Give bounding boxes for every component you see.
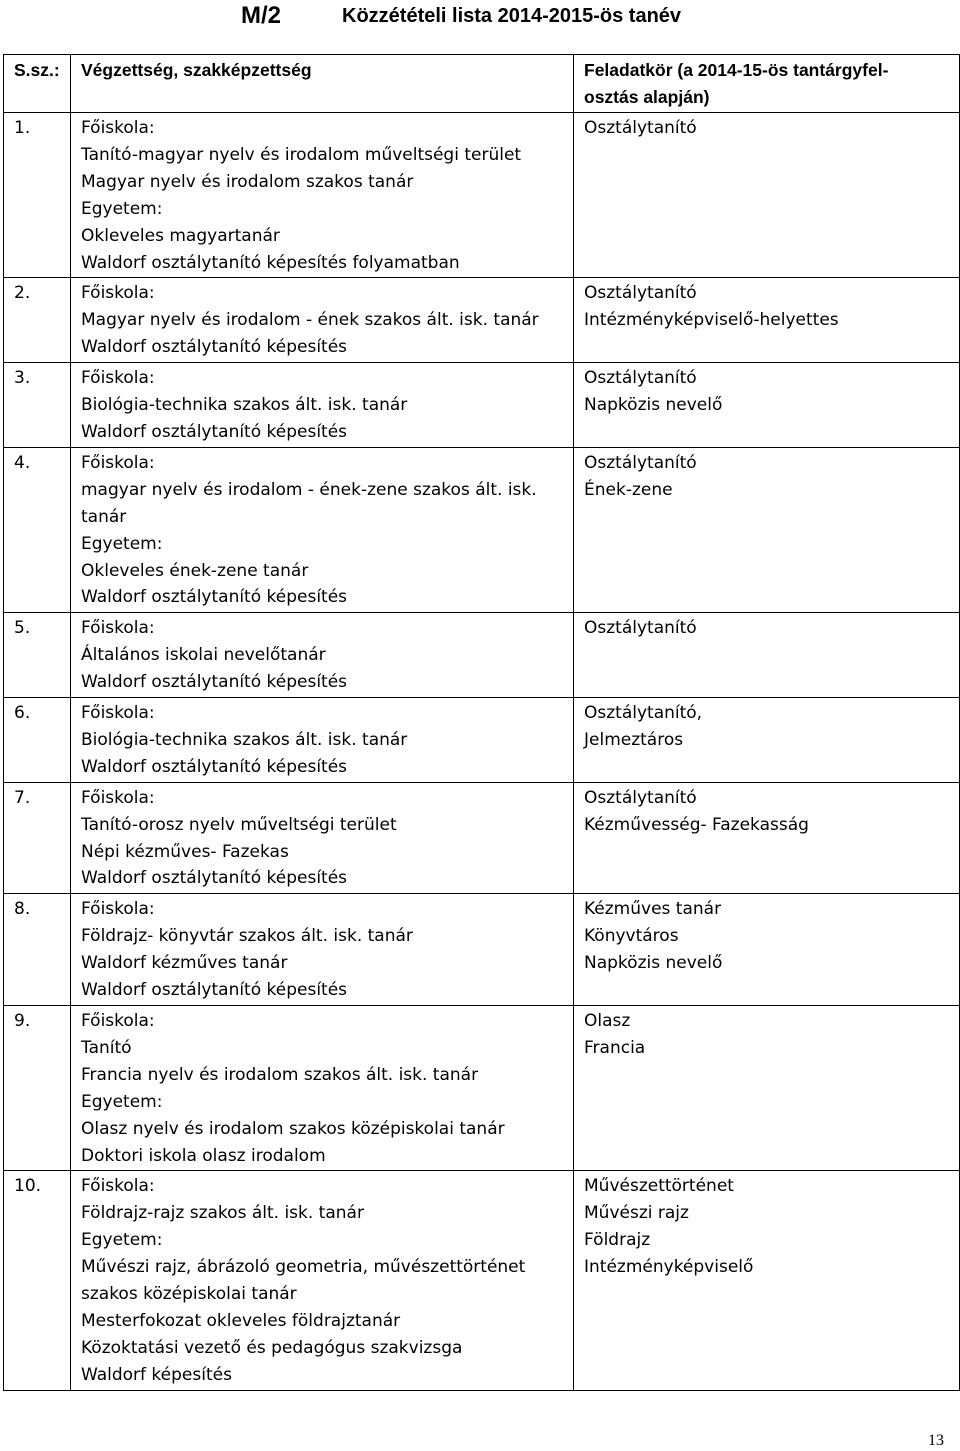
table-row (4, 278, 960, 363)
degree-line: Waldorf osztálytanító képesítés (81, 587, 348, 608)
degree-line: Főiskola: (81, 787, 155, 808)
column-header-role-line: osztás alapján) (584, 87, 710, 107)
degree-line: Francia nyelv és irodalom szakos ált. isk. tanár (81, 1064, 479, 1085)
degree-line: Magyar nyelv és irodalom szakos tanár (81, 171, 414, 192)
table-row (4, 1171, 960, 1390)
degree-line: szakos középiskolai tanár (81, 1284, 297, 1305)
degree-line: Mesterfokozat okleveles földrajztanár (81, 1310, 401, 1331)
role-cell (574, 363, 960, 448)
document-title: Közzétételi lista 2014-2015-ös tanév (342, 5, 682, 27)
table-row (4, 698, 960, 783)
degree-cell (71, 278, 574, 363)
role-line: Jelmeztáros (584, 729, 684, 750)
role-line: Osztálytanító (584, 283, 697, 304)
degree-cell (71, 113, 574, 278)
degree-cell (71, 363, 574, 448)
column-header-degree: Végzettség, szakképzettség (71, 55, 574, 113)
degree-line: Földrajz- könyvtár szakos ált. isk. tanár (81, 926, 413, 947)
degree-line: Tanító-orosz nyelv műveltségi terület (81, 814, 397, 835)
row-number: 4. (4, 447, 71, 612)
table-header-row (4, 55, 960, 113)
role-line: Olasz (584, 1011, 631, 1031)
degree-line: Főiskola: (81, 118, 155, 138)
row-number: 5. (4, 613, 71, 698)
staff-qualification-table (3, 54, 960, 1391)
role-line: Művészi rajz (584, 1203, 689, 1224)
role-line: Ének-zene (584, 479, 673, 500)
table-row (4, 447, 960, 612)
role-cell (574, 782, 960, 894)
degree-line: Egyetem: (81, 1230, 163, 1251)
role-line: Francia (584, 1037, 646, 1058)
row-number: 6. (4, 698, 71, 783)
role-cell (574, 278, 960, 363)
role-line: Napközis nevelő (584, 953, 723, 974)
degree-cell (71, 782, 574, 894)
degree-line: Főiskola: (81, 703, 155, 724)
row-number: 7. (4, 782, 71, 894)
role-line: Osztálytanító (584, 452, 697, 473)
table-row (4, 894, 960, 1006)
role-line: Földrajz (584, 1230, 651, 1251)
degree-line: Waldorf osztálytanító képesítés (81, 756, 348, 777)
degree-line: Egyetem: (81, 533, 163, 554)
table-body (4, 113, 960, 1391)
degree-line: Tanító (81, 1037, 132, 1058)
role-line: Napközis nevelő (584, 395, 723, 416)
degree-line: Waldorf osztálytanító képesítés (81, 337, 348, 358)
degree-cell (71, 447, 574, 612)
degree-line: Közoktatási vezető és pedagógus szakvizsga (81, 1337, 463, 1358)
degree-line: Waldorf osztálytanító képesítés (81, 672, 348, 693)
row-number: 10. (4, 1171, 71, 1390)
degree-cell (71, 1171, 574, 1390)
role-line: Könyvtáros (584, 926, 679, 947)
degree-line: Waldorf kézműves tanár (81, 953, 288, 974)
role-line: Osztálytanító (584, 787, 697, 808)
degree-line: Okleveles magyartanár (81, 225, 280, 246)
table-row (4, 782, 960, 894)
role-line: Osztálytanító (584, 368, 697, 389)
role-cell (574, 113, 960, 278)
degree-line: tanár (81, 506, 127, 527)
degree-line: Főiskola: (81, 618, 155, 639)
role-line: Osztálytanító (584, 618, 697, 639)
role-cell (574, 698, 960, 783)
row-number: 3. (4, 363, 71, 448)
degree-line: Magyar nyelv és irodalom - ének szakos ált. isk. tanár (81, 310, 539, 331)
degree-line: Főiskola: (81, 1011, 155, 1031)
table-row (4, 363, 960, 448)
column-header-number: S.sz.: (4, 55, 71, 113)
row-number: 9. (4, 1006, 71, 1171)
degree-line: Waldorf képesítés (81, 1364, 232, 1385)
degree-line: Általános iskolai nevelőtanár (81, 645, 326, 666)
role-cell (574, 447, 960, 612)
degree-line: Waldorf osztálytanító képesítés (81, 421, 348, 442)
role-line: Művészettörténet (584, 1176, 734, 1197)
table-row (4, 113, 960, 278)
degree-line: Waldorf osztálytanító képesítés (81, 980, 348, 1001)
degree-line: Főiskola: (81, 452, 155, 473)
document-code: M/2 (241, 2, 282, 29)
row-number: 8. (4, 894, 71, 1006)
role-cell (574, 894, 960, 1006)
degree-line: Olasz nyelv és irodalom szakos középiskolai tanár (81, 1118, 505, 1139)
table-row (4, 613, 960, 698)
degree-line: Okleveles ének-zene tanár (81, 560, 309, 581)
role-line: Osztálytanító, (584, 703, 703, 724)
degree-line: Waldorf osztálytanító képesítés folyamatban (81, 252, 460, 273)
degree-line: Doktori iskola olasz irodalom (81, 1145, 326, 1166)
row-number: 2. (4, 278, 71, 363)
column-header-role (574, 55, 960, 113)
role-cell (574, 1171, 960, 1390)
degree-line: Földrajz-rajz szakos ált. isk. tanár (81, 1203, 364, 1224)
degree-cell (71, 698, 574, 783)
table-row (4, 1006, 960, 1171)
degree-line: Biológia-technika szakos ált. isk. tanár (81, 729, 408, 750)
degree-line: Waldorf osztálytanító képesítés (81, 868, 348, 889)
degree-cell (71, 1006, 574, 1171)
degree-line: Főiskola: (81, 1176, 155, 1197)
document-header (0, 0, 960, 36)
role-line: Osztálytanító (584, 118, 697, 138)
degree-line: Népi kézműves- Fazekas (81, 841, 289, 862)
degree-line: Egyetem: (81, 1091, 163, 1112)
page-number: 13 (928, 1432, 944, 1449)
role-cell (574, 1006, 960, 1171)
degree-line: Művészi rajz, ábrázoló geometria, művészettörténet (81, 1257, 526, 1278)
degree-line: Biológia-technika szakos ált. isk. tanár (81, 395, 408, 416)
degree-line: magyar nyelv és irodalom - ének-zene szakos ált. isk. (81, 479, 537, 500)
degree-cell (71, 613, 574, 698)
degree-cell (71, 894, 574, 1006)
role-line: Kézművesség- Fazekasság (584, 814, 809, 835)
column-header-role-line: Feladatkör (a 2014-15-ös tantárgyfel- (584, 60, 889, 80)
role-line: Intézményképviselő (584, 1257, 754, 1278)
role-line: Intézményképviselő-helyettes (584, 310, 839, 331)
degree-line: Főiskola: (81, 283, 155, 304)
role-line: Kézműves tanár (584, 899, 722, 920)
degree-line: Főiskola: (81, 899, 155, 920)
degree-line: Egyetem: (81, 198, 163, 219)
role-cell (574, 613, 960, 698)
row-number: 1. (4, 113, 71, 278)
degree-line: Tanító-magyar nyelv és irodalom műveltségi terület (81, 144, 522, 165)
degree-line: Főiskola: (81, 368, 155, 389)
